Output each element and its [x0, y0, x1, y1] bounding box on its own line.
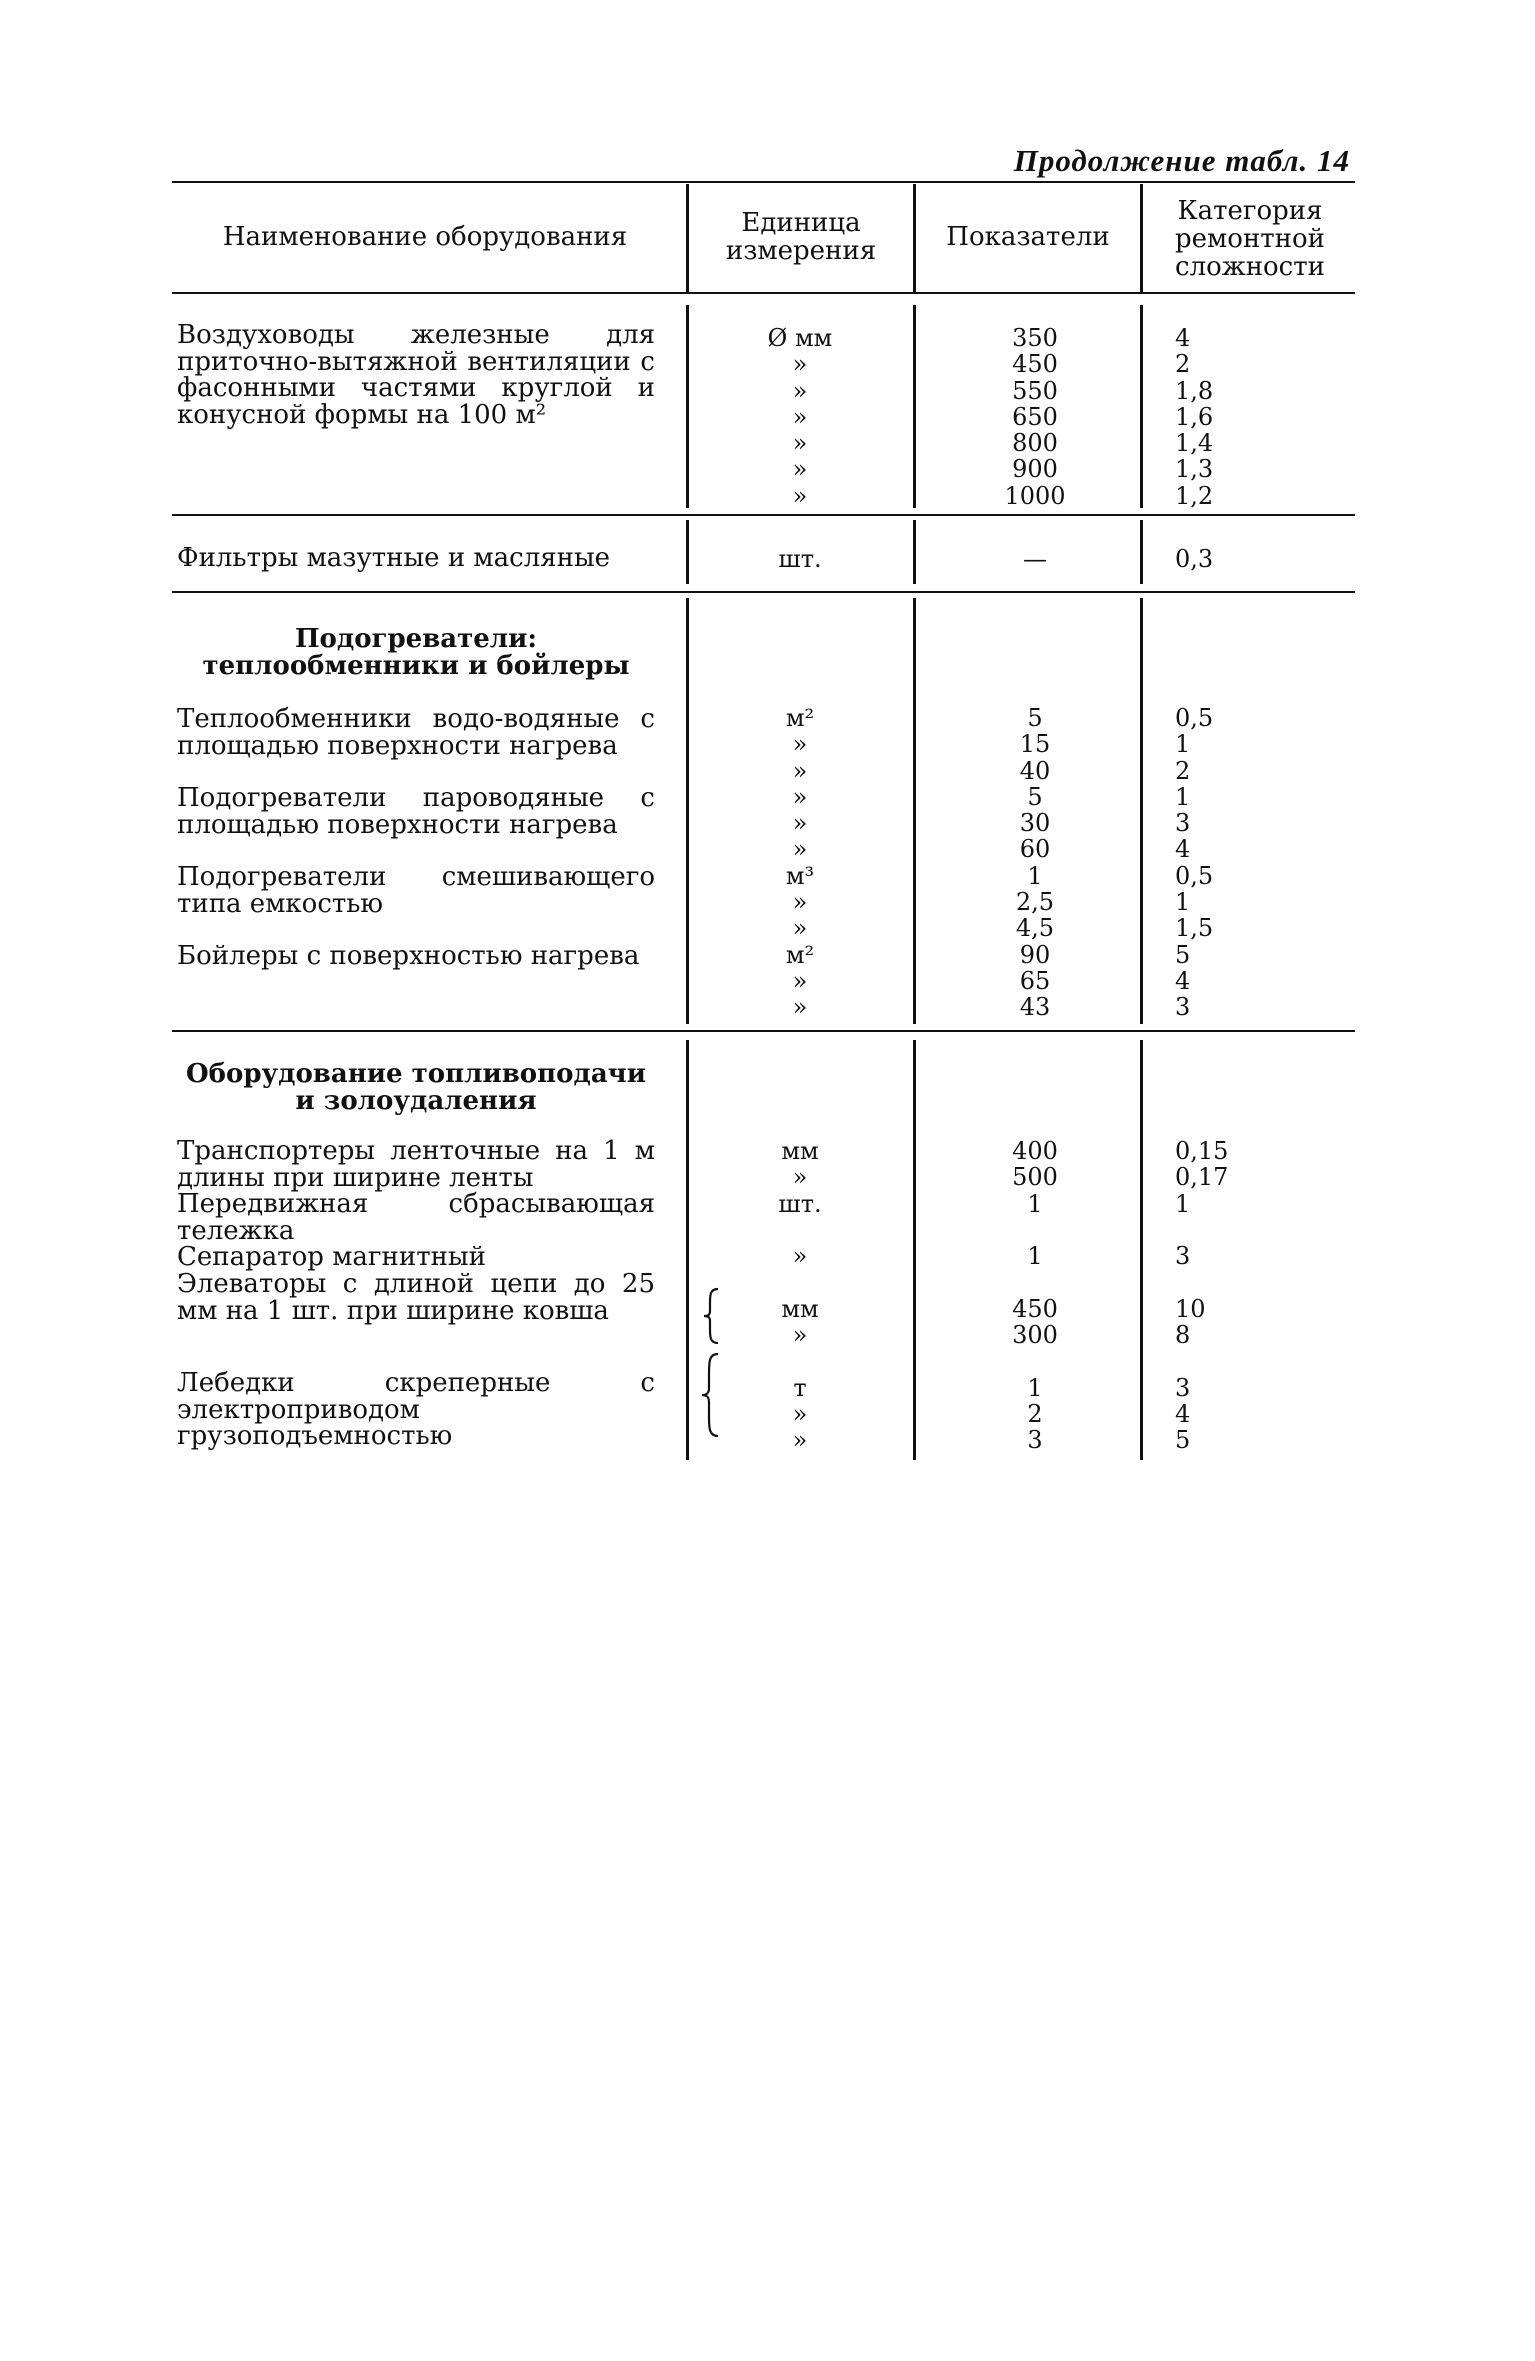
- filters-category: 0,3: [1175, 545, 1214, 573]
- fuel-name: Транспортеры ленточные на 1 м длины при ширине ленты: [177, 1136, 655, 1193]
- header-category: Категория ремонтной сложности: [1175, 196, 1325, 282]
- ducts-name: Воздуховоды железные для приточно-вытяжной вентиляции с фасонными частями круглой и конусной формы на 100 м²: [177, 320, 655, 430]
- heaters-name: Бойлеры с поверхностью нагрева: [177, 941, 640, 971]
- brace-icon: [700, 1287, 724, 1345]
- fuel-units: мм » шт. » мм » т » »: [778, 1137, 822, 1455]
- header-unit: Единица измерения: [725, 208, 877, 266]
- column-separator: [913, 520, 916, 584]
- heaters-categories: 0,5 1 2 1 3 4 0,5 1 1,5 5 4 3: [1175, 704, 1214, 1022]
- heaters-name: Теплообменники водо-водяные с площадью поверхности нагрева: [177, 704, 655, 761]
- heaters-name: Подогреватели пароводяные с площадью поверхности нагрева: [177, 783, 655, 840]
- ducts-values: 350 450 550 650 800 900 1000: [1004, 324, 1066, 510]
- brace-icon: [698, 1352, 724, 1438]
- column-separator: [686, 305, 689, 508]
- fuel-heading: Оборудование топливоподачи и золоудаления: [185, 1059, 646, 1116]
- column-separator: [686, 1040, 689, 1460]
- fuel-name: Лебедки скреперные с электроприводом грузоподъемностью: [177, 1368, 655, 1451]
- rule-after-filters: [172, 591, 1355, 593]
- rule-after-heaters: [172, 1030, 1355, 1032]
- column-separator: [686, 598, 689, 1024]
- rule-top: [172, 181, 1355, 183]
- fuel-name: Сепаратор магнитный: [177, 1242, 486, 1272]
- filters-unit: шт.: [778, 545, 822, 573]
- fuel-categories: 0,15 0,17 1 3 10 8 3 4 5: [1175, 1137, 1229, 1455]
- header-value: Показатели: [946, 222, 1110, 252]
- ducts-units: Ø мм » » » » » »: [767, 324, 833, 510]
- column-separator: [686, 184, 689, 294]
- ducts-categories: 4 2 1,8 1,6 1,4 1,3 1,2: [1175, 324, 1214, 510]
- column-separator: [1140, 1040, 1143, 1460]
- heaters-units: м² » » » » » м³ » » м² » »: [785, 704, 815, 1022]
- fuel-name: Элеваторы с длиной цепи до 25 мм на 1 шт. при ширине ковша: [177, 1269, 655, 1326]
- rule-after-ducts: [172, 514, 1355, 516]
- column-separator: [1140, 520, 1143, 584]
- rule-header-bottom: [172, 292, 1355, 294]
- fuel-name: Передвижная сбрасывающая тележка: [177, 1189, 655, 1246]
- heaters-values: 5 15 40 5 30 60 1 2,5 4,5 90 65 43: [1015, 704, 1055, 1022]
- column-separator: [913, 305, 916, 508]
- heaters-name: Подогреватели смешивающего типа емкостью: [177, 862, 655, 919]
- fuel-values: 400 500 1 1 450 300 1 2 3: [1012, 1137, 1058, 1455]
- column-separator: [1140, 305, 1143, 508]
- filters-value: —: [1023, 545, 1047, 573]
- column-separator: [1140, 598, 1143, 1024]
- column-separator: [1140, 184, 1143, 294]
- column-separator: [686, 520, 689, 584]
- table-caption: Продолжение табл. 14: [1013, 143, 1350, 178]
- column-separator: [913, 598, 916, 1024]
- header-name: Наименование оборудования: [222, 222, 628, 252]
- column-separator: [913, 1040, 916, 1460]
- column-separator: [913, 184, 916, 294]
- heaters-heading: Подогреватели: теплообменники и бойлеры: [202, 624, 630, 681]
- filters-name: Фильтры мазутные и масляные: [177, 543, 611, 573]
